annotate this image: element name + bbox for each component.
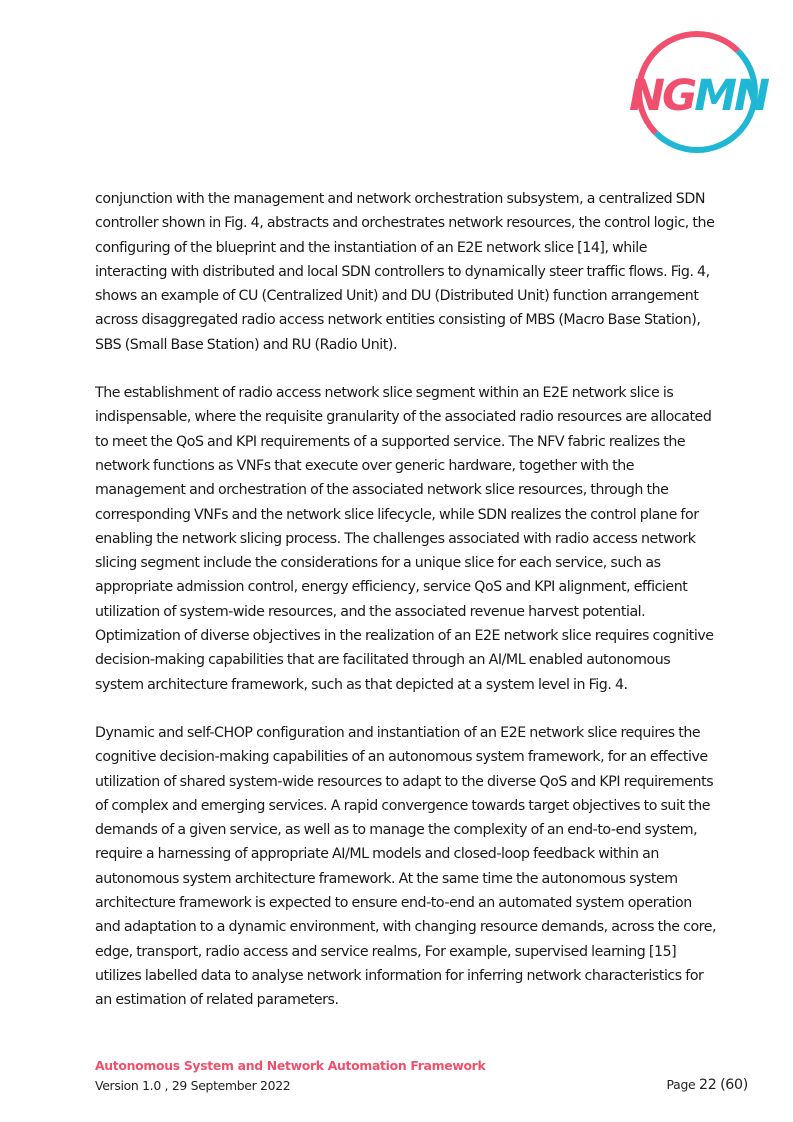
ngmn-logo-graphic	[628, 31, 768, 155]
footer-version: Version 1.0 , 29 September 2022	[95, 1078, 291, 1093]
logo-wordmark	[629, 71, 770, 121]
page-number: 22	[698, 1077, 717, 1093]
paragraph: Dynamic and self-CHOP configuration and instantiation of an E2E network slice requires the cognitive decision-making capabilities of an autonomous system framework, for an effective utilization of shared system-wide resources to adapt to the diverse QoS and KPI requirements of complex and emerging services. A rapid convergence towards target objectives to suit the demands of a given service, as well as to manage the complexity of an end-to-end system, require a harnessing of appropriate AI/ML models and closed-loop feedback within an autonomous system architecture framework. At the same time the autonomous system architecture framework is expected to ensure end-to-end an automated system operation and adaptation to a dynamic environment, with changing resource demands, across the core, edge, transport, radio access and service realms, For example, supervised learning [15] utilizes labelled data to analyse network information for inferring network characteristics for an estimation of related parameters.	[95, 724, 717, 1009]
footer-page-indicator	[667, 1077, 748, 1093]
footer-document-title: Autonomous System and Network Automation Framework	[95, 1058, 486, 1073]
body-text	[95, 187, 717, 1037]
page-label: Page	[666, 1077, 696, 1092]
page-total: (60)	[720, 1077, 748, 1093]
ngmn-logo	[628, 31, 768, 155]
paragraph: The establishment of radio access network slice segment within an E2E network slice is indispensable, where the requisite granularity of the associated radio resources are allocated to meet the QoS and KPI requirements of a supported service. The NFV fabric realizes the network functions as VNFs that execute over generic hardware, together with the management and orchestration of the associated network slice resources, through the corresponding VNFs and the network slice lifecycle, while SDN realizes the control plane for enabling the network slicing process. The challenges associated with radio access network slicing segment include the considerations for a unique slice for each service, such as appropriate admission control, energy efficiency, service QoS and KPI alignment, efficient utilization of system-wide resources, and the associated revenue harvest potential. Optimization of diverse objectives in the realization of an E2E network slice requires cognitive decision-making capabilities that are facilitated through an AI/ML enabled autonomous system architecture framework, such as that depicted at a system level in Fig. 4.	[95, 385, 714, 693]
logo-part-mn: MN	[694, 71, 768, 121]
logo-part-ng: NG	[628, 71, 695, 121]
paragraph: conjunction with the management and network orchestration subsystem, a centralized SDN controller shown in Fig. 4, abstracts and orchestrates network resources, the control logic, the configuring of the blueprint and the instantiation of an E2E network slice [14], while interacting with distributed and local SDN controllers to dynamically steer traffic flows. Fig. 4, shows an example of CU (Centralized Unit) and DU (Distributed Unit) function arrangement across disaggregated radio access network entities consisting of MBS (Macro Base Station), SBS (Small Base Station) and RU (Radio Unit).	[95, 191, 715, 353]
